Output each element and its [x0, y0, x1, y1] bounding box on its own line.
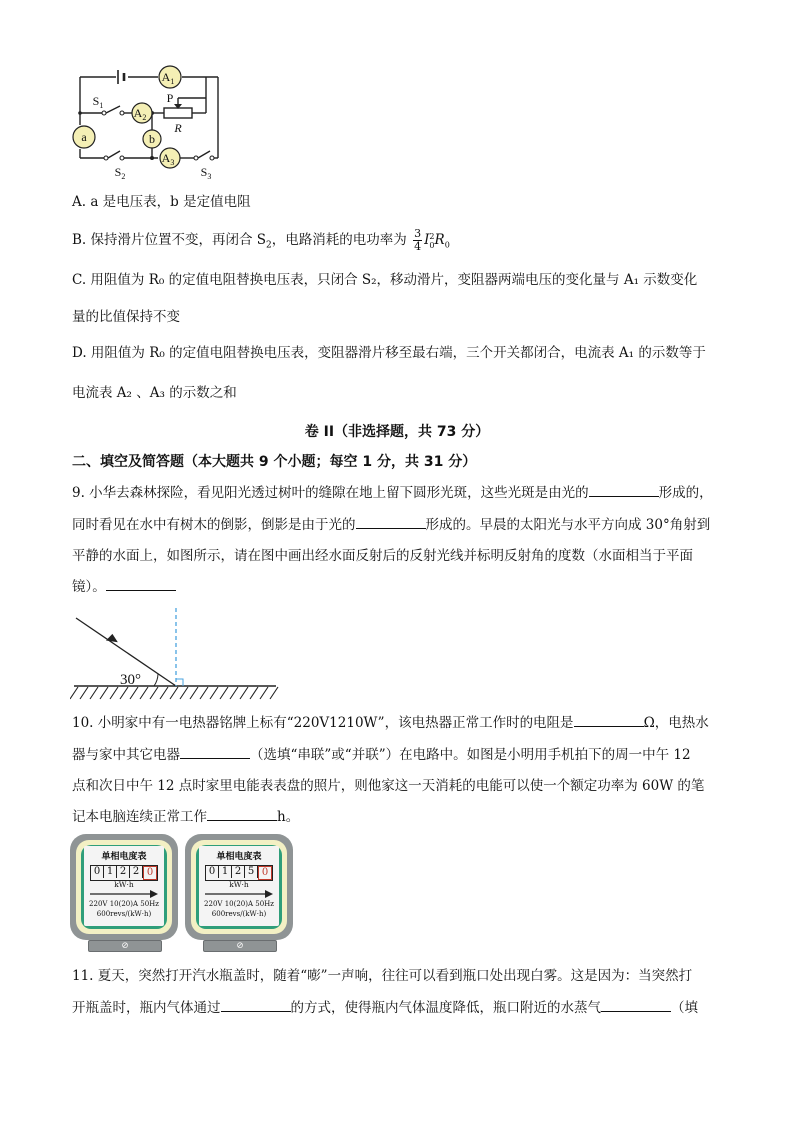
meter-2-digit: 0: [258, 866, 272, 880]
meter-2-digit: 2: [232, 866, 245, 878]
meter-1-digit: 2: [130, 866, 143, 878]
meter-1-spec1: 220V 10(20)A 50Hz: [89, 900, 159, 908]
meter-2-digit: 0: [206, 866, 219, 878]
meter-1-digit: 0: [91, 866, 104, 878]
q10-blank-1[interactable]: [574, 712, 644, 727]
meter-2-digit: 1: [219, 866, 232, 878]
q11-line1: 11. 夏天，突然打开汽水瓶盖时，随着“嘭”一声响，往往可以看到瓶口处出现白雾。这是因为：当突然打: [72, 968, 693, 984]
option-d-line1: D. 用阻值为 R₀ 的定值电阻替换电压表，变阻器滑片移至最右端，三个开关都闭合，电流表 A₁ 的示数等于: [72, 345, 706, 361]
meter-2-unit: kW·h: [229, 880, 249, 889]
meter-2-arrow-icon: [205, 890, 273, 898]
option-d-line2: 电流表 A₂ 、A₃ 的示数之和: [72, 385, 237, 401]
q9-blank-3[interactable]: [106, 576, 176, 591]
meter-2-digit: 5: [245, 866, 258, 878]
option-c-line1: C. 用阻值为 R₀ 的定值电阻替换电压表，只闭合 S₂，移动滑片，变阻器两端电压的变化量与 A₁ 示数变化: [72, 272, 698, 288]
q10-line2: 器与家中其它电器 （选填“串联”或“并联”）在电路中。如图是小明用手机拍下的周一中午 12: [72, 744, 691, 765]
fraction-three-quarters: $\frac{3}{4}$: [414, 227, 422, 253]
meter-2-knob-icon: ⊘: [203, 940, 277, 952]
element-b-label: b: [149, 132, 155, 146]
q10-blank-3[interactable]: [207, 806, 277, 821]
meter-2-digits: [205, 865, 273, 881]
ammeter-a1-label: $A_1$: [161, 70, 175, 86]
q11-line2: 开瓶盖时，瓶内气体通过 的方式，使得瓶内气体温度降低，瓶口附近的水蒸气 （填: [72, 997, 698, 1018]
meter-2-spec2: 600revs/(kW·h): [211, 910, 267, 918]
ammeter-a2-label: $A_2$: [133, 106, 147, 122]
meter-2-title: 单相电度表: [216, 852, 262, 862]
meter-a-label: a: [81, 130, 87, 144]
energy-meter-photos: [70, 834, 300, 954]
reflection-diagram: [70, 604, 280, 704]
option-a: A. a 是电压表，b 是定值电阻: [72, 194, 251, 210]
switch-s2-label: $S_2$: [114, 165, 126, 181]
meter-1-unit: kW·h: [114, 880, 134, 889]
meter-1-digit: 1: [104, 866, 117, 878]
q9-blank-2[interactable]: [356, 514, 426, 529]
switch-s3-label: $S_3$: [200, 165, 212, 181]
angle-label: 30°: [120, 672, 141, 688]
meter-1-digits: [90, 865, 158, 881]
switch-s1-label: $S_1$: [92, 94, 104, 110]
circuit-diagram: [66, 60, 226, 185]
option-c-line2: 量的比值保持不变: [72, 309, 180, 325]
q11-blank-2[interactable]: [601, 997, 671, 1012]
meter-1-arrow-icon: [90, 890, 158, 898]
q9-blank-1[interactable]: [589, 482, 659, 497]
meter-1-digit: 0: [143, 866, 157, 880]
q9-line1: 9. 小华去森林探险，看见阳光透过树叶的缝隙在地上留下圆形光斑，这些光斑是由光的 形成的，: [72, 482, 713, 503]
ammeter-a3-label: $A_3$: [161, 151, 175, 167]
energy-meter-2: [185, 834, 293, 952]
q11-blank-1[interactable]: [221, 997, 291, 1012]
q10-line3: 点和次日中午 12 点时家里电能表表盘的照片，则他家这一天消耗的电能可以使一个额定功率为 60W 的笔: [72, 778, 705, 794]
q10-blank-2[interactable]: [180, 744, 250, 759]
meter-2-spec1: 220V 10(20)A 50Hz: [204, 900, 274, 908]
q10-line1: 10. 小明家中有一电热器铭牌上标有“220V1210W”，该电热器正常工作时的电阻是 Ω，电热水: [72, 712, 709, 733]
q10-line4: 记本电脑连续正常工作 h。: [72, 806, 299, 827]
q9-line2: 同时看见在水中有树木的倒影，倒影是由于光的 形成的。早晨的太阳光与水平方向成 30°角射到: [72, 514, 710, 535]
meter-1-digit: 2: [117, 866, 130, 878]
slider-p-label: P: [166, 91, 174, 105]
energy-meter-1: [70, 834, 178, 952]
volume-2-heading: 卷 II（非选择题，共 73 分）: [304, 424, 490, 440]
meter-1-title: 单相电度表: [101, 852, 147, 862]
ray-arrow-icon: [106, 633, 119, 642]
meter-1-spec2: 600revs/(kW·h): [96, 910, 152, 918]
q9-line3: 平静的水面上，如图所示，请在图中画出经水面反射后的反射光线并标明反射角的度数（水面相当于平面: [72, 548, 693, 564]
rheostat-r-label: R: [174, 121, 182, 135]
option-b: B. 保持滑片位置不变，再闭合 $S_2$，电路消耗的电功率为 $\frac{3}{4}$ I 2 0 $R_0$: [72, 227, 450, 253]
section-2-heading: 二、填空及简答题（本大题共 9 个小题；每空 1 分，共 31 分）: [72, 454, 477, 470]
q9-line4: 镜）。: [72, 576, 176, 597]
meter-1-knob-icon: ⊘: [88, 940, 162, 952]
